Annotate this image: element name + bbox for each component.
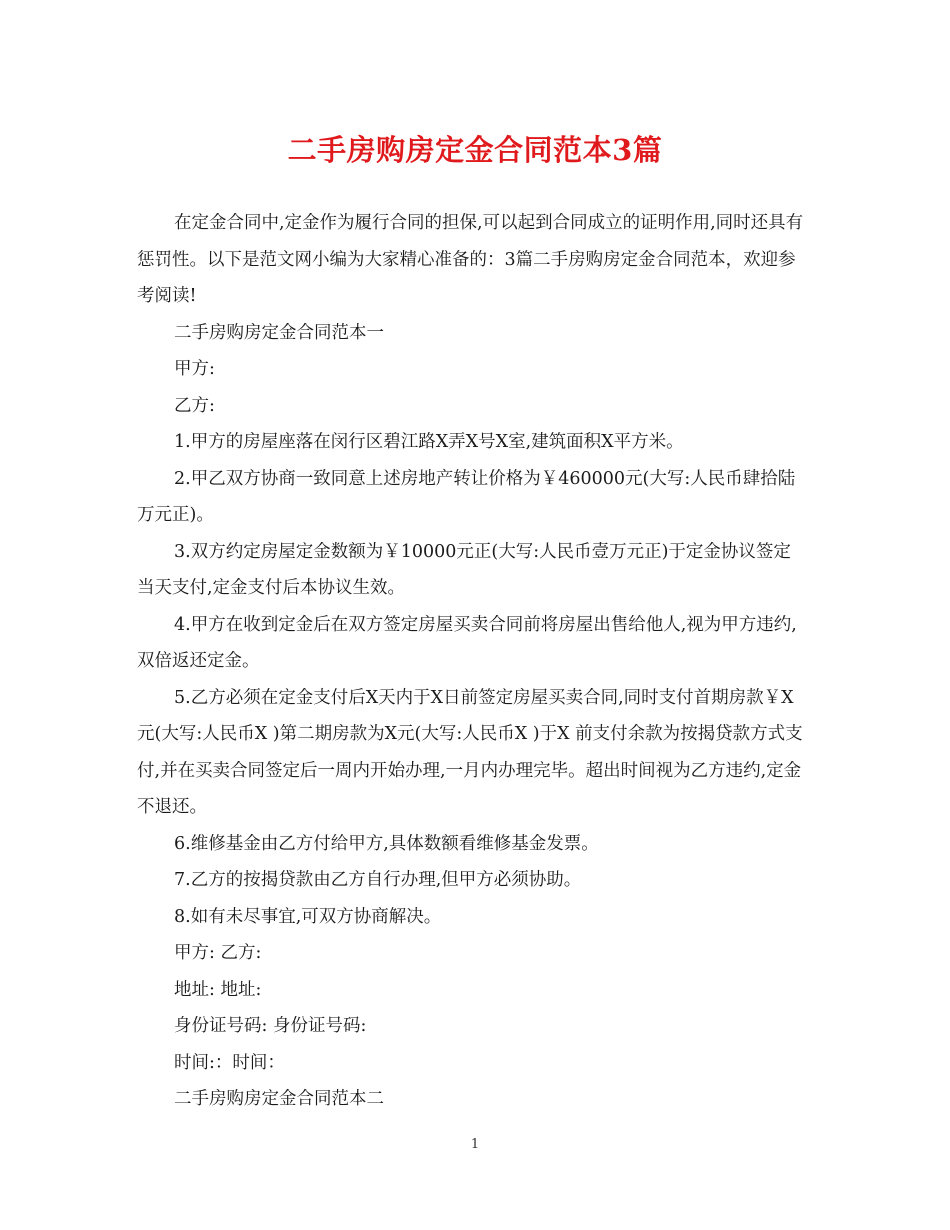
clause-1: 1.甲方的房屋座落在闵行区碧江路X弄X号X室,建筑面积X平方米。 xyxy=(174,432,684,452)
clause-4: 4.甲方在收到定金后在双方签定房屋买卖合同前将房屋出售给他人,视为甲方违约,双倍返还定金。 xyxy=(137,614,797,671)
party-b-line: 乙方: xyxy=(174,395,215,416)
signature-date: 时间:：时间： xyxy=(174,1052,285,1073)
document-body xyxy=(137,205,807,1118)
clause-2: 2.甲乙双方协商一致同意上述房地产转让价格为￥460000元(大写:人民币肆拾陆万元正)。 xyxy=(137,468,796,525)
clause-7: 7.乙方的按揭贷款由乙方自行办理,但甲方必须协助。 xyxy=(174,870,582,890)
clause-5: 5.乙方必须在定金支付后X天内于X日前签定房屋买卖合同,同时支付首期房款￥X 元(大写:人民币X )第二期房款为X元(大写:人民币X )于X 前支付余款为按揭贷款方式支付,并在买卖合同签定后一周内开始办理,一月内办理完毕。超出时间视为乙方违约,定金不退还。 xyxy=(137,687,803,817)
clause-3: 3.双方约定房屋定金数额为￥10000元正(大写:人民币壹万元正)于定金协议签定当天支付,定金支付后本协议生效。 xyxy=(137,541,791,598)
section-heading-2: 二手房购房定金合同范本二 xyxy=(174,1089,384,1109)
signature-parties: 甲方: 乙方: xyxy=(174,943,262,963)
section-heading-1: 二手房购房定金合同范本一 xyxy=(174,322,384,343)
document-title: 二手房购房定金合同范本3篇 xyxy=(287,133,663,167)
paragraph-intro: 在定金合同中,定金作为履行合同的担保,可以起到合同成立的证明作用,同时还具有惩罚性。以下是范文网小编为大家精心准备的：3篇二手房购房定金合同范本，欢迎参考阅读! xyxy=(137,213,804,306)
signature-address: 地址: 地址: xyxy=(174,979,262,1000)
page-number: 1 xyxy=(470,1137,480,1152)
party-a-line: 甲方: xyxy=(174,359,215,379)
clause-8: 8.如有未尽事宜,可双方协商解决。 xyxy=(174,906,442,927)
signature-id-number: 身份证号码: 身份证号码: xyxy=(174,1016,367,1036)
clause-6: 6.维修基金由乙方付给甲方,具体数额看维修基金发票。 xyxy=(174,833,599,854)
